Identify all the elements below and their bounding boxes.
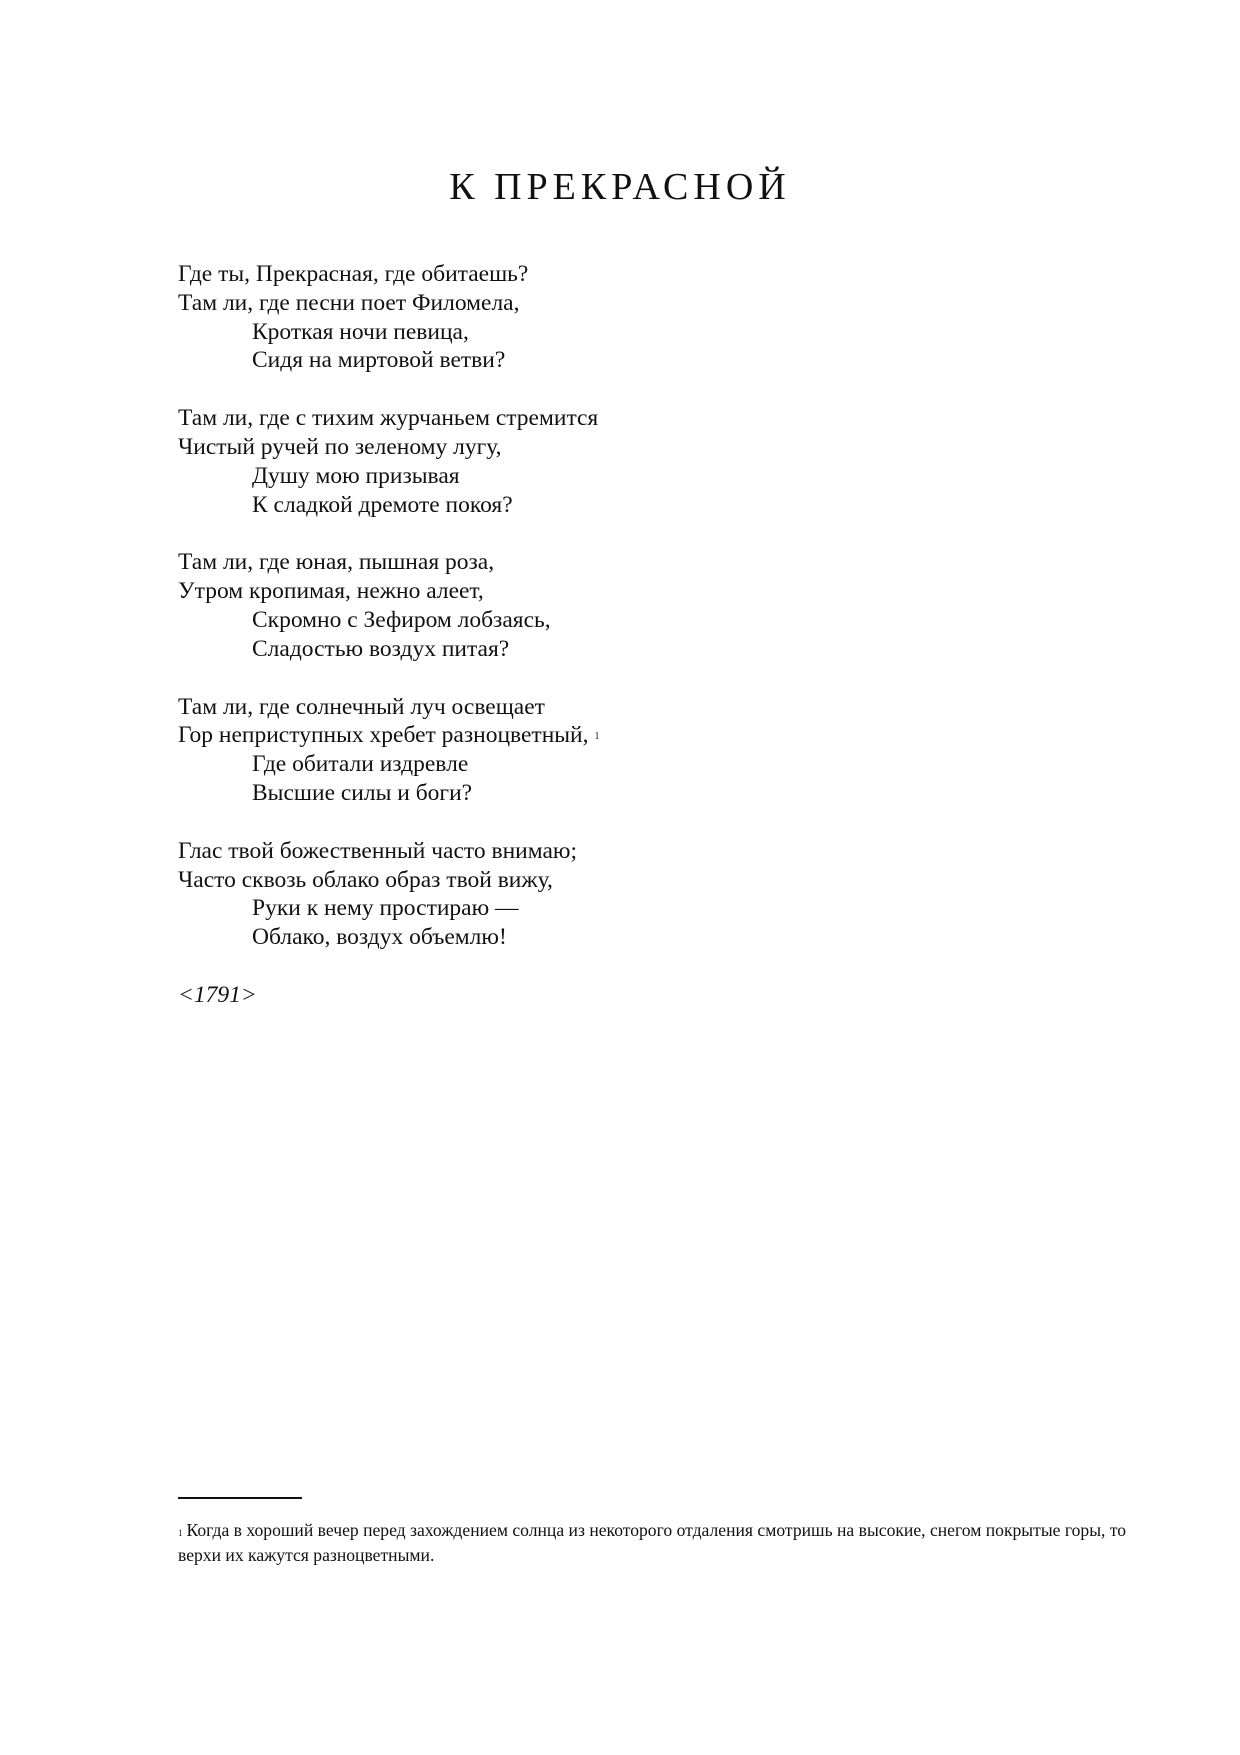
footnote-divider (178, 1497, 302, 1499)
stanza-3 (178, 548, 1078, 663)
poem-line: Там ли, где песни поет Филомела, (178, 289, 520, 316)
poem-line-with-footnote (178, 721, 1078, 750)
stanza-4 (178, 693, 1078, 808)
poem-line: Душу мою призывая (252, 462, 460, 489)
poem-line: Кроткая ночи певица, (252, 318, 469, 345)
footnote-text: Когда в хороший вечер перед захождением солнца из некоторого отдаления смотришь на высокие, снегом покрытые горы, то верхи их кажутся разноцветными. (178, 1520, 1127, 1565)
stanza-5 (178, 837, 1078, 952)
footnote (178, 1518, 1148, 1568)
poem-line: Скромно с Зефиром лобзаясь, (252, 606, 551, 633)
poem-line: Сладостью воздух питая? (252, 635, 510, 662)
poem-line: Часто сквозь облако образ твой вижу, (178, 866, 553, 893)
poem-line: Облако, воздух объемлю! (252, 924, 507, 951)
poem-line: Там ли, где солнечный луч освещает (178, 693, 545, 720)
poem-line: Сидя на миртовой ветви? (252, 347, 506, 374)
poem-line: Чистый ручей по зеленому лугу, (178, 433, 502, 460)
poem-line: Там ли, где с тихим журчаньем стремится (178, 405, 599, 432)
poem-date: <1791> (178, 981, 257, 1008)
poem-line: К сладкой дремоте покоя? (252, 491, 513, 518)
poem-line: Где ты, Прекрасная, где обитаешь? (178, 261, 529, 287)
poem-body (178, 260, 1078, 1010)
poem-line: Высшие силы и боги? (252, 779, 473, 806)
poem-line: Руки к нему простираю — (252, 895, 519, 922)
poem-line-text: Гор неприступных хребет разноцветный, (178, 722, 589, 749)
footnote-mark: 1 (178, 1528, 183, 1538)
stanza-1 (178, 260, 1078, 375)
footnote-reference[interactable]: 1 (594, 731, 600, 743)
poem-line: Утром кропимая, нежно алеет, (178, 578, 484, 605)
poem-line: Где обитали издревле (252, 751, 469, 778)
stanza-2 (178, 404, 1078, 519)
poem-line: Глас твой божественный часто внимаю; (178, 837, 577, 864)
poem-line: Там ли, где юная, пышная роза, (178, 549, 495, 576)
poem-title: К ПРЕКРАСНОЙ (449, 166, 791, 208)
